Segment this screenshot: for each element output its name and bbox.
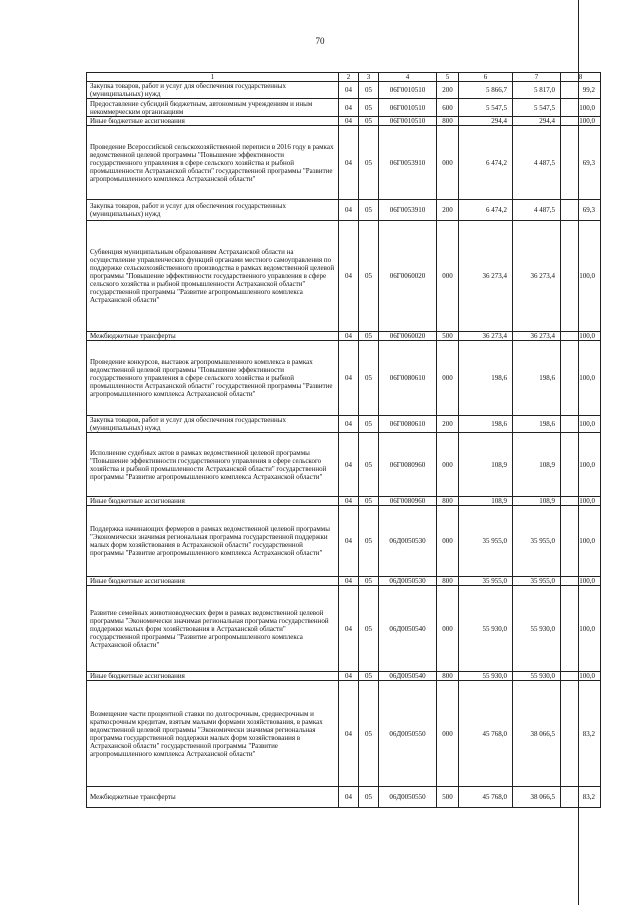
table-row — [87, 577, 601, 586]
row-subsection-code: 05 — [359, 787, 379, 808]
row-description: Исполнение судебных актов в рамках ведомственной целевой программы "Повышение эффективности государственного управления в сфере сельского хозяйства и рыбной промышленности Астраханской области" государственной программы "Развитие агропромышленного комплекса Астраханской области" — [87, 433, 339, 497]
row-section-code: 04 — [339, 787, 359, 808]
row-target-article: 06Г0060020 — [379, 221, 437, 332]
row-expense-type: 500 — [437, 332, 459, 341]
row-execution-percent: 100,0 — [561, 99, 601, 117]
row-executed-amount: 4 487,5 — [513, 126, 561, 200]
table-row — [87, 672, 601, 681]
row-subsection-code: 05 — [359, 506, 379, 577]
row-execution-percent: 100,0 — [561, 433, 601, 497]
row-description: Предоставление субсидий бюджетным, автономным учреждениям и иным некоммерческим организациям — [87, 99, 339, 117]
page-number: 70 — [315, 36, 325, 46]
table-row — [87, 126, 601, 200]
row-target-article: 06Д0050530 — [379, 506, 437, 577]
row-execution-percent: 100,0 — [561, 221, 601, 332]
row-target-article: 06Г0080960 — [379, 497, 437, 506]
row-planned-amount: 35 955,0 — [459, 577, 513, 586]
table-row — [87, 433, 601, 497]
row-subsection-code: 05 — [359, 433, 379, 497]
row-expense-type: 200 — [437, 200, 459, 221]
table-row — [87, 332, 601, 341]
row-section-code: 04 — [339, 82, 359, 99]
table-row — [87, 82, 601, 99]
row-execution-percent: 83,2 — [561, 681, 601, 787]
row-execution-percent: 100,0 — [561, 672, 601, 681]
row-target-article: 06Г0080610 — [379, 341, 437, 416]
column-number: 6 — [459, 73, 513, 82]
row-planned-amount: 55 930,0 — [459, 672, 513, 681]
row-planned-amount: 5 547,5 — [459, 99, 513, 117]
row-planned-amount: 45 768,0 — [459, 787, 513, 808]
row-description: Возмещение части процентной ставки по долгосрочным, среднесрочным и краткосрочным кредитам, взятым малыми формами хозяйствования, в рамках ведомственной целевой программы "Экономически значимая региональная программа государственной поддержки малых форм хозяйствования в Астраханской области" государственной программы "Развитие агропромышленного комплекса Астраханской области" — [87, 681, 339, 787]
budget-table — [86, 72, 601, 808]
row-expense-type: 200 — [437, 416, 459, 433]
row-execution-percent: 99,2 — [561, 82, 601, 99]
row-planned-amount: 108,9 — [459, 497, 513, 506]
row-executed-amount: 38 066,5 — [513, 787, 561, 808]
row-expense-type: 000 — [437, 341, 459, 416]
row-executed-amount: 35 955,0 — [513, 506, 561, 577]
row-expense-type: 000 — [437, 433, 459, 497]
row-planned-amount: 55 930,0 — [459, 586, 513, 672]
row-planned-amount: 45 768,0 — [459, 681, 513, 787]
row-subsection-code: 05 — [359, 341, 379, 416]
row-expense-type: 500 — [437, 787, 459, 808]
column-number: 5 — [437, 73, 459, 82]
row-section-code: 04 — [339, 221, 359, 332]
column-number: 8 — [561, 73, 601, 82]
table-row — [87, 221, 601, 332]
row-execution-percent: 100,0 — [561, 416, 601, 433]
row-target-article: 06Г0010510 — [379, 117, 437, 126]
row-planned-amount: 198,6 — [459, 341, 513, 416]
row-subsection-code: 05 — [359, 332, 379, 341]
row-section-code: 04 — [339, 497, 359, 506]
row-section-code: 04 — [339, 99, 359, 117]
row-target-article: 06Г0053910 — [379, 200, 437, 221]
row-description: Поддержка начинающих фермеров в рамках ведомственной целевой программы "Экономически значимая региональная программа государственной поддержки малых форм хозяйствования в Астраханской области" государственной программы "Развитие агропромышленного комплекса Астраханской области" — [87, 506, 339, 577]
table-row — [87, 200, 601, 221]
row-executed-amount: 294,4 — [513, 117, 561, 126]
row-target-article: 06Г0010510 — [379, 99, 437, 117]
row-subsection-code: 05 — [359, 200, 379, 221]
column-number-row — [87, 73, 601, 82]
row-subsection-code: 05 — [359, 672, 379, 681]
row-expense-type: 800 — [437, 497, 459, 506]
row-expense-type: 000 — [437, 126, 459, 200]
row-subsection-code: 05 — [359, 497, 379, 506]
row-executed-amount: 5 817,0 — [513, 82, 561, 99]
row-expense-type: 000 — [437, 221, 459, 332]
row-subsection-code: 05 — [359, 221, 379, 332]
table-row — [87, 681, 601, 787]
row-planned-amount: 36 273,4 — [459, 221, 513, 332]
row-executed-amount: 36 273,4 — [513, 332, 561, 341]
row-target-article: 06Г0010510 — [379, 82, 437, 99]
column-number: 7 — [513, 73, 561, 82]
row-executed-amount: 38 066,5 — [513, 681, 561, 787]
row-planned-amount: 6 474,2 — [459, 200, 513, 221]
row-subsection-code: 05 — [359, 681, 379, 787]
row-target-article: 06Г0080960 — [379, 433, 437, 497]
table-row — [87, 506, 601, 577]
row-section-code: 04 — [339, 200, 359, 221]
row-executed-amount: 55 930,0 — [513, 586, 561, 672]
row-executed-amount: 108,9 — [513, 433, 561, 497]
row-expense-type: 800 — [437, 672, 459, 681]
row-description: Проведение конкурсов, выставок агропромышленного комплекса в рамках ведомственной целевой программы "Повышение эффективности государственного управления в сфере сельского хозяйства и рыбной промышленности Астраханской области" государственной программы "Развитие агропромышленного комплекса Астраханской области" — [87, 341, 339, 416]
row-subsection-code: 05 — [359, 586, 379, 672]
row-section-code: 04 — [339, 506, 359, 577]
row-executed-amount: 55 930,0 — [513, 672, 561, 681]
row-executed-amount: 108,9 — [513, 497, 561, 506]
row-executed-amount: 5 547,5 — [513, 99, 561, 117]
row-executed-amount: 198,6 — [513, 341, 561, 416]
row-description: Иные бюджетные ассигнования — [87, 672, 339, 681]
row-subsection-code: 05 — [359, 577, 379, 586]
row-description: Закупка товаров, работ и услуг для обеспечения государственных (муниципальных) нужд — [87, 82, 339, 99]
row-target-article: 06Д0050550 — [379, 787, 437, 808]
row-target-article: 06Д0050550 — [379, 681, 437, 787]
row-executed-amount: 4 487,5 — [513, 200, 561, 221]
row-expense-type: 800 — [437, 117, 459, 126]
row-description: Проведение Всероссийской сельскохозяйственной переписи в 2016 году в рамках ведомственной целевой программы "Повышение эффективности государственного управления в сфере сельского хозяйства и рыбной промышленности Астраханской области" государственной программы "Развитие агропромышленного комплекса Астраханской области" — [87, 126, 339, 200]
row-description: Закупка товаров, работ и услуг для обеспечения государственных (муниципальных) нужд — [87, 416, 339, 433]
row-planned-amount: 198,6 — [459, 416, 513, 433]
row-description: Иные бюджетные ассигнования — [87, 497, 339, 506]
row-execution-percent: 100,0 — [561, 332, 601, 341]
row-execution-percent: 100,0 — [561, 497, 601, 506]
row-section-code: 04 — [339, 416, 359, 433]
row-section-code: 04 — [339, 577, 359, 586]
row-planned-amount: 6 474,2 — [459, 126, 513, 200]
row-expense-type: 200 — [437, 82, 459, 99]
row-target-article: 06Д0050540 — [379, 586, 437, 672]
row-description: Развитие семейных животноводческих ферм в рамках ведомственной целевой программы "Экономически значимая региональная программа государственной поддержки малых форм хозяйствования в Астраханской области" государственной программы "Развитие агропромышленного комплекса Астраханской области" — [87, 586, 339, 672]
row-target-article: 06Г0080610 — [379, 416, 437, 433]
row-planned-amount: 294,4 — [459, 117, 513, 126]
column-number: 4 — [379, 73, 437, 82]
table-row — [87, 117, 601, 126]
row-executed-amount: 198,6 — [513, 416, 561, 433]
row-description: Межбюджетные трансферты — [87, 332, 339, 341]
row-section-code: 04 — [339, 433, 359, 497]
row-section-code: 04 — [339, 586, 359, 672]
table-row — [87, 416, 601, 433]
table-row — [87, 586, 601, 672]
row-executed-amount: 35 955,0 — [513, 577, 561, 586]
row-expense-type: 600 — [437, 99, 459, 117]
table-row — [87, 341, 601, 416]
row-execution-percent: 69,3 — [561, 200, 601, 221]
table-row — [87, 787, 601, 808]
row-planned-amount: 36 273,4 — [459, 332, 513, 341]
row-execution-percent: 100,0 — [561, 577, 601, 586]
row-target-article: 06Д0050540 — [379, 672, 437, 681]
table-row — [87, 99, 601, 117]
row-description: Иные бюджетные ассигнования — [87, 577, 339, 586]
row-expense-type: 800 — [437, 577, 459, 586]
row-section-code: 04 — [339, 672, 359, 681]
row-execution-percent: 100,0 — [561, 586, 601, 672]
row-section-code: 04 — [339, 117, 359, 126]
table-row — [87, 497, 601, 506]
row-description: Межбюджетные трансферты — [87, 787, 339, 808]
row-planned-amount: 108,9 — [459, 433, 513, 497]
row-execution-percent: 100,0 — [561, 117, 601, 126]
row-execution-percent: 100,0 — [561, 506, 601, 577]
row-description: Закупка товаров, работ и услуг для обеспечения государственных (муниципальных) нужд — [87, 200, 339, 221]
row-subsection-code: 05 — [359, 99, 379, 117]
row-description: Субвенция муниципальным образованиям Астраханской области на осуществление управленческих функций органами местного самоуправления по поддержке сельскохозяйственного производства в рамках ведомственной целевой программы "Повышение эффективности государственного управления в сфере сельского хозяйства и рыбной промышленности Астраханской области" государственной программы "Развитие агропромышленного комплекса Астраханской области" — [87, 221, 339, 332]
row-planned-amount: 5 866,7 — [459, 82, 513, 99]
row-executed-amount: 36 273,4 — [513, 221, 561, 332]
row-expense-type: 000 — [437, 586, 459, 672]
row-subsection-code: 05 — [359, 117, 379, 126]
row-subsection-code: 05 — [359, 82, 379, 99]
row-execution-percent: 100,0 — [561, 341, 601, 416]
row-description: Иные бюджетные ассигнования — [87, 117, 339, 126]
row-target-article: 06Д0050530 — [379, 577, 437, 586]
row-section-code: 04 — [339, 126, 359, 200]
row-planned-amount: 35 955,0 — [459, 506, 513, 577]
row-subsection-code: 05 — [359, 126, 379, 200]
row-expense-type: 000 — [437, 506, 459, 577]
row-expense-type: 000 — [437, 681, 459, 787]
row-target-article: 06Г0060020 — [379, 332, 437, 341]
row-target-article: 06Г0053910 — [379, 126, 437, 200]
row-execution-percent: 69,3 — [561, 126, 601, 200]
column-number: 3 — [359, 73, 379, 82]
row-section-code: 04 — [339, 681, 359, 787]
row-execution-percent: 83,2 — [561, 787, 601, 808]
row-subsection-code: 05 — [359, 416, 379, 433]
row-section-code: 04 — [339, 332, 359, 341]
column-number: 2 — [339, 73, 359, 82]
row-section-code: 04 — [339, 341, 359, 416]
column-number: 1 — [87, 73, 339, 82]
